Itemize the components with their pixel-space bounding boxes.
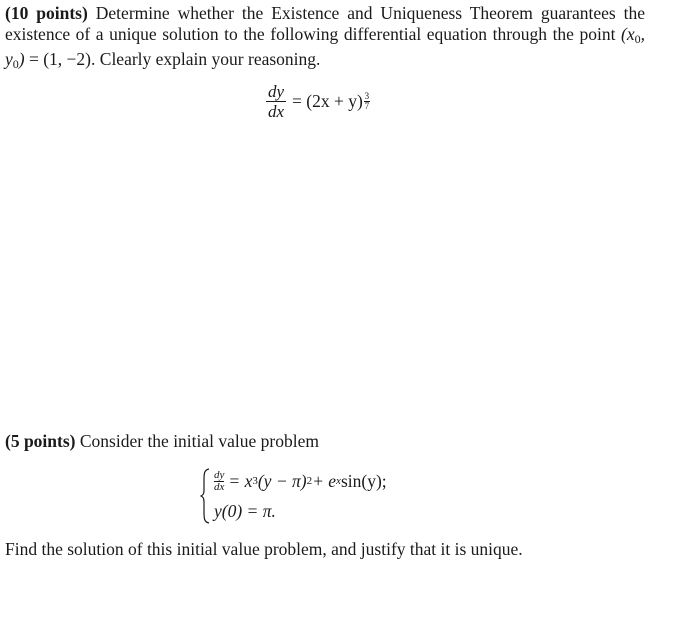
exponent-fraction bbox=[364, 92, 370, 111]
problem-1-points: (10 points) bbox=[5, 3, 88, 23]
derivative-numerator: dy bbox=[268, 81, 285, 101]
derivative-denominator: dx bbox=[268, 101, 285, 121]
problem-1-text-a: Determine whether the Existence and Uniqueness Theorem guarantees the existence of a unique solution to the following differential equation through the point bbox=[5, 3, 645, 44]
problem-2-intro-text: Consider the initial value problem bbox=[75, 431, 319, 451]
exponent-denominator: 7 bbox=[364, 100, 370, 111]
initial-value-system bbox=[200, 468, 387, 524]
differential-equation-1 bbox=[266, 78, 370, 124]
ode-line: dy dx = x 3 (y − π) 2 + e x sin(y); bbox=[214, 468, 387, 493]
derivative-fraction bbox=[266, 82, 286, 121]
problem-2-points: (5 points) bbox=[5, 431, 76, 451]
initial-condition-line: y(0) = π. bbox=[214, 500, 276, 521]
initial-point-value: = (1, −2) bbox=[24, 49, 92, 69]
problem-1-statement bbox=[5, 3, 645, 75]
initial-point-label: ($x_0$, $y_0$) bbox=[5, 23, 645, 71]
problem-2-task: Find the solution of this initial value problem, and justify that it is unique. bbox=[5, 539, 523, 559]
equation-1-rhs: = (2x + y) $\frac{3}{7}$ bbox=[292, 90, 370, 111]
problem-2-intro bbox=[5, 431, 319, 451]
problem-1-text-b: . Clearly explain your reasoning. bbox=[91, 49, 321, 69]
left-brace bbox=[200, 468, 210, 524]
ode-derivative-fraction: dy dx bbox=[214, 468, 225, 493]
exponent-numerator: 3 bbox=[364, 90, 370, 101]
